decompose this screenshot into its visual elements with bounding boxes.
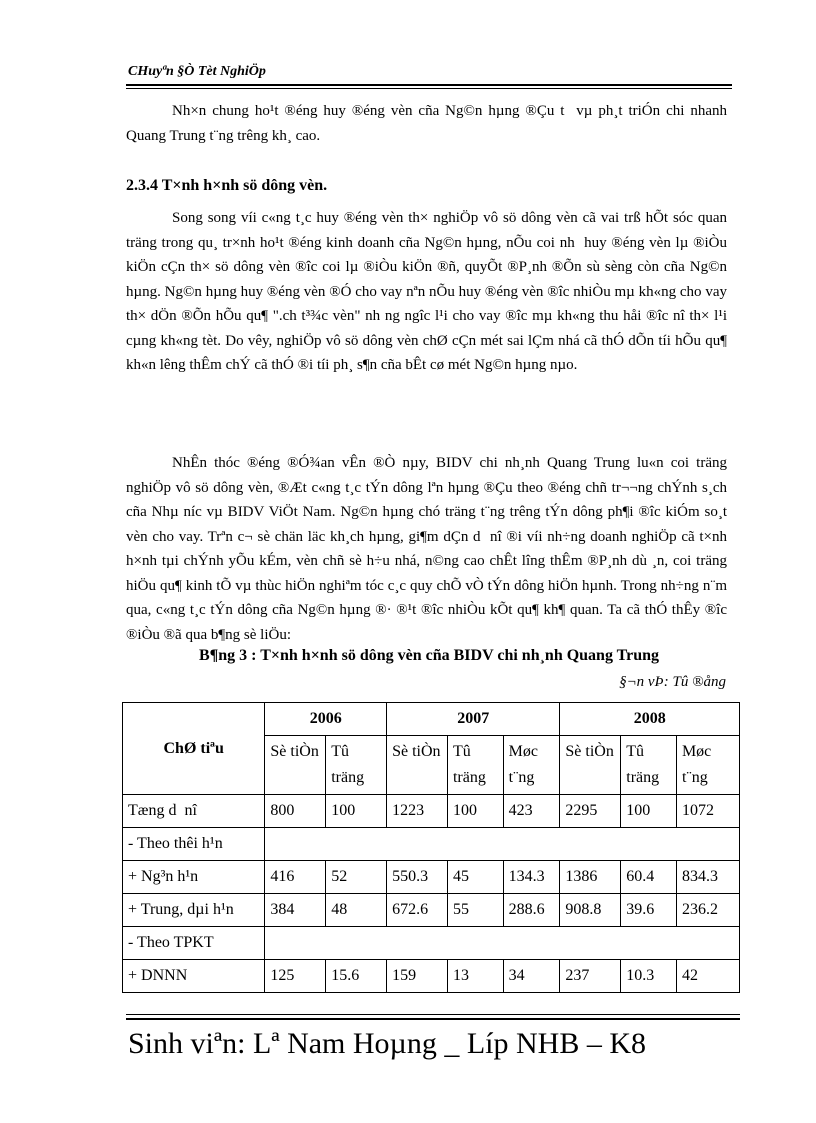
year-header: 2008 — [560, 703, 740, 736]
subheader-amount: Sè tiÒn — [265, 736, 326, 795]
table-cell: 1223 — [387, 795, 448, 828]
table-cell: 134.3 — [503, 861, 560, 894]
table-cell: 13 — [447, 960, 503, 993]
header-rule — [126, 84, 732, 86]
table-caption: B¶ng 3 : T×nh h×nh sö dông vèn cña BIDV chi nh¸nh Quang Trung — [198, 647, 660, 664]
row-label: + DNNN — [123, 960, 265, 993]
section-heading: 2.3.4 T×nh h×nh sö dông vèn. — [126, 177, 328, 194]
footer-rule-thin — [126, 1014, 740, 1015]
table-body — [123, 795, 740, 993]
table-cell: 1386 — [560, 861, 621, 894]
row-label: - Theo thêi h¹n — [123, 828, 265, 861]
table-cell: 48 — [326, 894, 387, 927]
intro-paragraph: Nh×n chung ho¹t ®éng huy ®éng vèn cña Ng©n hµng ®Çu t vµ ph¸t triÓn chi nhanh Quang Trung t¨ng trêng kh¸ cao. — [126, 103, 727, 144]
row-label: - Theo TPKT — [123, 927, 265, 960]
footer-text: Sinh viªn: Lª Nam Hoµng _ Líp NHB – K8 — [128, 1027, 646, 1060]
row-label: + Ng³n h¹n — [123, 861, 265, 894]
table-cell: 2295 — [560, 795, 621, 828]
table-cell: 10.3 — [621, 960, 677, 993]
table-cell: 423 — [503, 795, 560, 828]
table-cell: 800 — [265, 795, 326, 828]
header-title: CHuyªn §Ò Tèt NghiÖp — [128, 64, 266, 79]
table-cell: 45 — [447, 861, 503, 894]
table-cell: 100 — [621, 795, 677, 828]
header-rule-thin — [126, 88, 732, 89]
data-table — [122, 702, 740, 993]
section-filler — [265, 828, 740, 861]
subheader-growth: Møc t¨ng — [676, 736, 739, 795]
table-cell: 288.6 — [503, 894, 560, 927]
footer-rule — [126, 1018, 740, 1020]
unit-note: §¬n vÞ: Tû ®ång — [619, 674, 726, 690]
criteria-header: ChØ tiªu — [123, 703, 265, 795]
table-cell: 42 — [676, 960, 739, 993]
table-header-row — [123, 703, 740, 736]
table-cell: 236.2 — [676, 894, 739, 927]
row-label: Tæng d nî — [123, 795, 265, 828]
table-cell: 55 — [447, 894, 503, 927]
table-cell: 384 — [265, 894, 326, 927]
subheader-share: Tû träng — [447, 736, 503, 795]
table-section-row — [123, 828, 740, 861]
table-cell: 908.8 — [560, 894, 621, 927]
table-cell: 159 — [387, 960, 448, 993]
table-row — [123, 960, 740, 993]
year-header: 2006 — [265, 703, 387, 736]
table-section-row — [123, 927, 740, 960]
subheader-growth: Møc t¨ng — [503, 736, 560, 795]
table-cell: 60.4 — [621, 861, 677, 894]
table-cell: 416 — [265, 861, 326, 894]
subheader-share: Tû träng — [621, 736, 677, 795]
table-cell: 550.3 — [387, 861, 448, 894]
subheader-amount: Sè tiÒn — [560, 736, 621, 795]
table-cell: 672.6 — [387, 894, 448, 927]
section-filler — [265, 927, 740, 960]
body-paragraph-2: NhÊn thóc ®éng ®Ó¾an vÊn ®Ò nµy, BIDV chi nh¸nh Quang Trung lu«n coi träng nghiÖp vô sö dông vèn, ®Æt c«ng t¸c tÝn dông lªn hµng ®Çu theo ®éng chñ tr¬¬ng chÝnh s¸ch cña Nhµ níc vµ BIDV ViÖt Nam. Ng©n hµng chó träng t¨ng trêng tÝn dông ph¶i ®îc kiÓm so¸t vèn cho vay. Trªn c¬ sè chän läc kh¸ch hµng, gi¶m dÇn d nî ®i víi nh÷ng doanh nghiÖp cã t×nh h×nh tµi chÝnh yÕu kÉm, vèn chñ sè h÷u nhá, n©ng cao chÊt lîng thÊm ®P¸nh dù ¸n, coi träng hiÖu qu¶ kinh tÕ vµ thùc hiÖn nghiªm tóc c¸c quy chÕ vÒ tÝn dông hiÖn hµnh. Trong nh÷ng n¨m qua, c«ng t¸c tÝn dông cña Ng©n hµng ®· ®¹t ®îc nhiÒu kÕt qu¶ kh¶ quan. Ta cã thÓ thÊy ®îc ®iÒu ®ã qua b¶ng sè liÖu: — [126, 455, 727, 643]
table-cell: 52 — [326, 861, 387, 894]
table-cell: 100 — [447, 795, 503, 828]
subheader-amount: Sè tiÒn — [387, 736, 448, 795]
table-row — [123, 795, 740, 828]
table-cell: 834.3 — [676, 861, 739, 894]
table-cell: 237 — [560, 960, 621, 993]
table-row — [123, 861, 740, 894]
year-header: 2007 — [387, 703, 560, 736]
body-paragraph-1: Song song víi c«ng t¸c huy ®éng vèn th× nghiÖp vô sö dông vèn cã vai trß hÕt sóc quan träng trong qu¸ tr×nh ho¹t ®éng kinh doanh cña Ng©n hµng, nÕu coi nh huy ®éng vèn lµ ®iÒu kiÖn cÇn th× sö dông vèn ®îc coi lµ ®iÒu kiÖn ®ñ, quyÕt ®P¸nh ®Õn sù sèng còn cña Ng©n hµng. Ng©n hµng huy ®éng vèn ®Ó cho vay nªn nÕu huy ®éng vèn ®îc nhiÒu mµ kh«ng cho vay th× dÖn ®Õn hÕu qu¶ ".ch t³¾c vèn" nh ng ngîc l¹i cho vay ®îc mµ kh«ng thu håi ®îc nî th× l¹i cµng kh«ng tèt. Do vêy, nghiÖp vô sö dông vèn chØ cÇn mét sai lÇm nhá cã thÓ dÕn tíi hÕu qu¶ kh«n lêng thÊm chÝ cã thÓ ®i tíi ph¸ s¶n cña bÊt cø mét Ng©n hµng nµo. — [126, 210, 727, 373]
table-cell: 1072 — [676, 795, 739, 828]
table-cell: 125 — [265, 960, 326, 993]
table-cell: 39.6 — [621, 894, 677, 927]
subheader-share: Tû träng — [326, 736, 387, 795]
table-row — [123, 894, 740, 927]
table-cell: 100 — [326, 795, 387, 828]
table-cell: 34 — [503, 960, 560, 993]
row-label: + Trung, dµi h¹n — [123, 894, 265, 927]
table-cell: 15.6 — [326, 960, 387, 993]
